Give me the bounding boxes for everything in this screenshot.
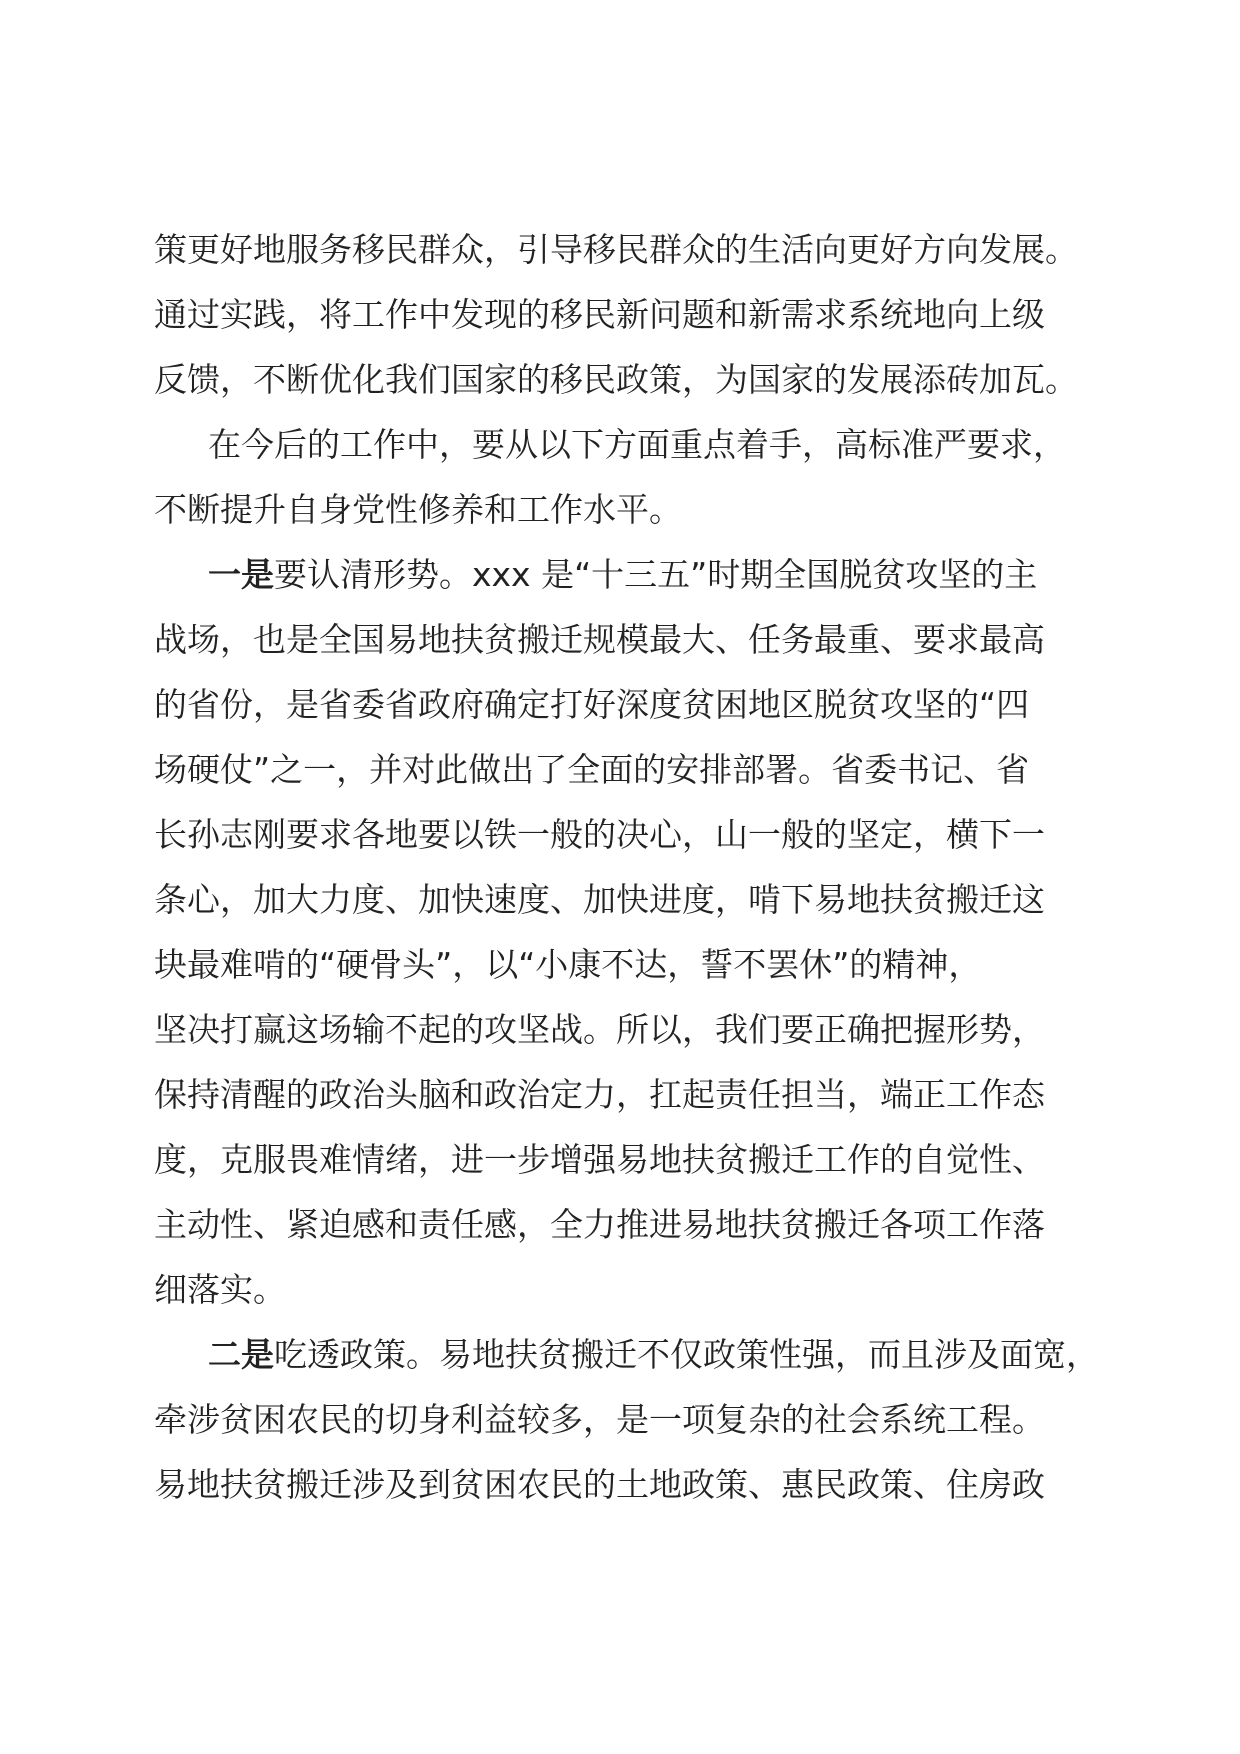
document-body	[154, 217, 1114, 1517]
paragraph-4-lead: 二是	[208, 1335, 274, 1374]
paragraph-3-line-2: 战场，也是全国易地扶贫搬迁规模最大、任务最重、要求最高	[154, 620, 1045, 659]
paragraph-3-line-12: 细落实。	[154, 1270, 286, 1309]
paragraph-3-line-10: 度，克服畏难情绪，进一步增强易地扶贫搬迁工作的自觉性、	[154, 1140, 1045, 1179]
paragraph-3-line-6: 条心，加大力度、加快速度、加快进度，啃下易地扶贫搬迁这	[154, 880, 1045, 919]
paragraph-4-line-1	[154, 1322, 1114, 1387]
paragraph-3-lead: 一是	[208, 555, 274, 594]
paragraph-4-line-2: 牵涉贫困农民的切身利益较多，是一项复杂的社会系统工程。	[154, 1400, 1045, 1439]
paragraph-2-line-2: 不断提升自身党性修养和工作水平。	[154, 490, 682, 529]
paragraph-3-line-3: 的省份，是省委省政府确定打好深度贫困地区脱贫攻坚的“四	[154, 685, 1030, 724]
paragraph-4-line-3: 易地扶贫搬迁涉及到贫困农民的土地政策、惠民政策、住房政	[154, 1465, 1045, 1504]
paragraph-3-line-11: 主动性、紧迫感和责任感，全力推进易地扶贫搬迁各项工作落	[154, 1205, 1045, 1244]
paragraph-1-line-1: 策更好地服务移民群众，引导移民群众的生活向更好方向发展。	[154, 230, 1078, 269]
paragraph-3-line-1-text: 要认清形势。xxx 是“十三五”时期全国脱贫攻坚的主	[274, 555, 1038, 594]
paragraph-3-line-7: 块最难啃的“硬骨头”，以“小康不达，誓不罢休”的精神，	[154, 945, 982, 984]
paragraph-3-line-4: 场硬仗”之一，并对此做出了全面的安排部署。省委书记、省	[154, 750, 1030, 789]
paragraph-1-line-3: 反馈，不断优化我们国家的移民政策，为国家的发展添砖加瓦。	[154, 360, 1078, 399]
paragraph-3-line-9: 保持清醒的政治头脑和政治定力，扛起责任担当，端正工作态	[154, 1075, 1045, 1114]
paragraph-1-line-2: 通过实践，将工作中发现的移民新问题和新需求系统地向上级	[154, 295, 1045, 334]
paragraph-3-line-5: 长孙志刚要求各地要以铁一般的决心，山一般的坚定，横下一	[154, 815, 1045, 854]
paragraph-4-line-1-text: 吃透政策。易地扶贫搬迁不仅政策性强，而且涉及面宽，	[274, 1335, 1099, 1374]
paragraph-3-line-8: 坚决打赢这场输不起的攻坚战。所以，我们要正确把握形势，	[154, 1010, 1045, 1049]
paragraph-2-line-1: 在今后的工作中，要从以下方面重点着手，高标准严要求，	[208, 425, 1066, 464]
paragraph-3-line-1	[154, 542, 1114, 607]
